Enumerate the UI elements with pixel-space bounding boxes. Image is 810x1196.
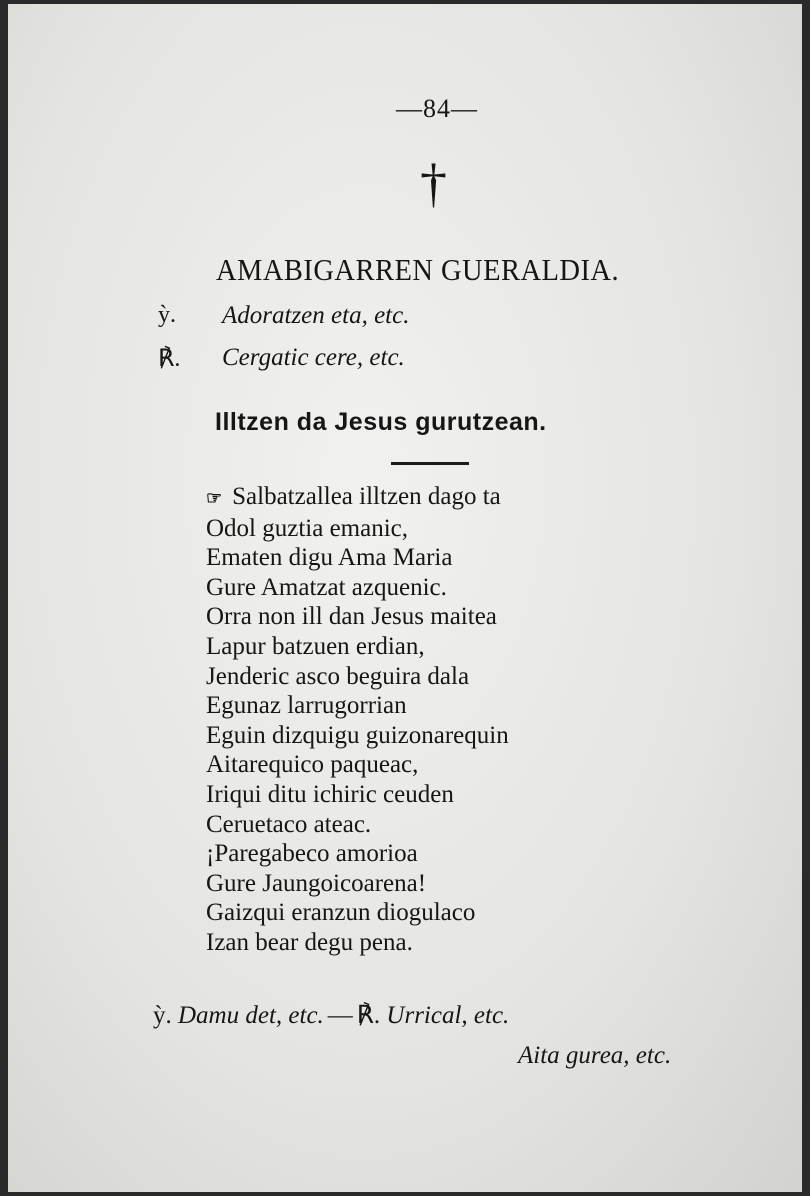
response-text: Cergatic cere, etc. bbox=[222, 344, 405, 371]
poem-line: Ematen digu Ama Maria bbox=[206, 544, 453, 572]
versicle-text: Adoratzen eta, etc. bbox=[222, 302, 410, 329]
cross-icon: † bbox=[420, 153, 447, 213]
poem-line: Odol guztia emanic, bbox=[206, 514, 409, 542]
closing-versicle-text: Damu det, etc. bbox=[178, 1002, 324, 1029]
poem-line: Iriqui ditu ichiric ceuden bbox=[206, 780, 454, 808]
poem-line: Aitarequico paqueac, bbox=[206, 751, 419, 779]
closing-response-text: Urrical, etc. bbox=[386, 1002, 510, 1029]
poem bbox=[206, 482, 509, 958]
poem-line: Orra non ill dan Jesus maitea bbox=[206, 603, 497, 631]
poem-line: Izan bear degu pena. bbox=[206, 928, 413, 956]
poem-line: Ceruetaco ateac. bbox=[206, 810, 372, 838]
poem-line: Eguin dizquigu guizonarequin bbox=[206, 721, 509, 749]
final-line: Aita gurea, etc. bbox=[518, 1042, 672, 1069]
divider-rule bbox=[391, 462, 469, 465]
station-heading: AMABIGARREN GUERALDIA. bbox=[216, 252, 620, 287]
book-page bbox=[8, 4, 802, 1192]
closing-versicle-marker: ỳ. bbox=[153, 1002, 172, 1029]
poem-line: ¡Paregabeco amorioa bbox=[206, 840, 418, 868]
closing-line bbox=[153, 1000, 509, 1030]
response-marker: ℟. bbox=[158, 346, 181, 372]
poem-line: Egunaz larrugorrian bbox=[206, 692, 407, 720]
versicle-marker: ỳ. bbox=[158, 302, 176, 328]
closing-separator: — bbox=[327, 1002, 353, 1029]
poem-line: ☞ Salbatzallea illtzen dago ta bbox=[206, 483, 501, 510]
pointing-hand-icon: ☞ bbox=[206, 488, 223, 508]
poem-line: Gure Jaungoicoarena! bbox=[206, 869, 427, 897]
poem-line: Lapur batzuen erdian, bbox=[206, 632, 425, 660]
page-number: —84— bbox=[396, 94, 478, 123]
closing-response-marker: ℟. bbox=[356, 1002, 381, 1029]
station-subtitle: Illtzen da Jesus gurutzean. bbox=[215, 408, 547, 436]
poem-line: Jenderic asco beguira dala bbox=[206, 662, 470, 690]
poem-line: Gure Amatzat azquenic. bbox=[206, 573, 447, 601]
poem-line: Gaizqui eranzun diogulaco bbox=[206, 899, 476, 927]
